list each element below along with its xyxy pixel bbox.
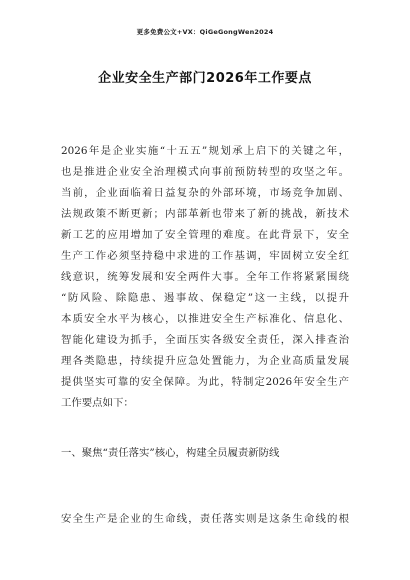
header-promo-note: 更多免费公文+VX：QiGeGongWen2024 — [136, 28, 274, 36]
intro-line: “防风险、除隐患、遏事故、保稳定”这一主线，以提升 — [61, 292, 349, 304]
intro-line: 也是推进企业安全治理模式向事前预防转型的攻坚之年。 — [61, 166, 349, 178]
intro-line: 理各类隐患，持续提升应急处置能力，为企业高质量发展 — [61, 355, 349, 367]
section-1-line: 安全生产是企业的生命线，责任落实则是这条生命线的根 — [61, 513, 349, 525]
intro-line: 当前，企业面临着日益复杂的外部环境，市场竞争加剧、 — [61, 187, 349, 199]
intro-line: 线意识，统筹发展和安全两件大事。全年工作将紧紧围绕 — [61, 271, 349, 283]
intro-line: 生产工作必须坚持稳中求进的工作基调，牢固树立安全红 — [61, 250, 349, 262]
intro-line: 法规政策不断更新；内部革新也带来了新的挑战，新技术 — [61, 208, 349, 220]
section-heading: 一、聚焦“责任落实”核心，构建全员履责新防线 — [61, 447, 280, 459]
intro-line: 新工艺的应用增加了安全管理的难度。在此背景下，安全 — [61, 229, 349, 241]
intro-line: 提供坚实可靠的安全保障。为此，特制定2026年安全生产 — [61, 376, 349, 388]
intro-line: 工作要点如下： — [61, 397, 134, 409]
intro-paragraph — [61, 141, 349, 414]
section-1-paragraph — [61, 509, 349, 530]
intro-line: 2026年是企业实施“十五五”规划承上启下的关键之年， — [61, 145, 349, 157]
document-title: 企业安全生产部门2026年工作要点 — [98, 71, 312, 86]
intro-line: 本质安全水平为核心，以推进安全生产标准化、信息化、 — [61, 313, 349, 325]
intro-line: 智能化建设为抓手，全面压实各级安全责任，深入排查治 — [61, 334, 349, 346]
